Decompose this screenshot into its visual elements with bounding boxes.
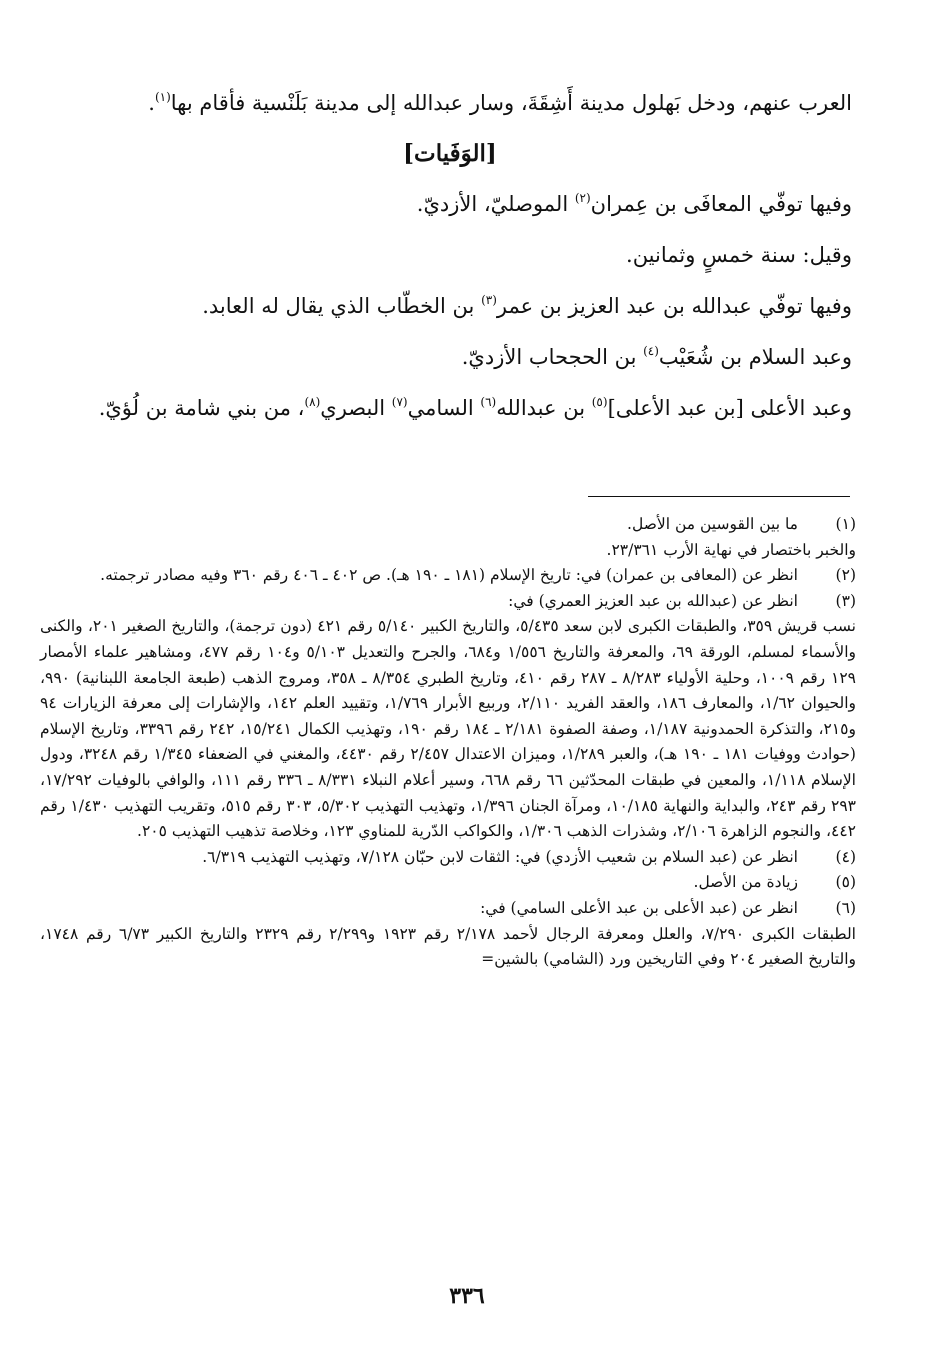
paragraph-2: وقيل: سنة خمسٍ وثمانين. [626,243,852,267]
footnote-body [40,870,798,896]
footnote-continuation: والخبر باختصار في نهاية الأرب ٢٣/٣٦١. [606,540,856,559]
footnote [40,563,856,589]
footnote-body [40,589,856,845]
footnote-body [40,512,856,563]
footnote-body [40,845,798,871]
footnotes [40,512,856,973]
text-span: بن عبدالله [496,396,592,420]
footnote-ref[interactable]: (١) [154,90,171,104]
paragraph-4 [48,332,852,383]
footnote-body [40,896,856,973]
paragraph-5 [48,383,852,434]
footnote-divider [588,496,850,497]
text-span: الموصليّ، الأزديّ. [416,192,575,216]
footnote-number: (٥) [835,873,856,892]
footnote-text: زيادة من الأصل. [693,873,798,892]
footnote-continuation: الطبقات الكبرى ٧/٢٩٠، والعلل ومعرفة الرجال لأحمد ٢/١٧٨ رقم ١٩٢٣ و٢/٢٩٩ رقم ٢٣٢٩ والتاريخ الكبير ٦/٧٣ رقم ١٧٤٨، والتاريخ الصغير ٢٠٤ وفي التاريخين ورد (الشامي) بالشين= [40,924,856,969]
footnote-number: (٣) [835,591,856,610]
paragraph-1 [48,179,852,230]
text-span: السامي [407,396,481,420]
main-line-1 [48,78,852,129]
text-span: . [148,91,155,115]
footnote-number: (٤) [835,847,856,866]
footnote-ref[interactable]: (٧) [391,395,408,409]
footnote-text: ما بين القوسين من الأصل. [627,515,798,533]
section-heading: [الوَفَيات] [403,140,497,167]
footnote [40,845,856,871]
footnote-number: (٦) [835,898,856,917]
footnote [40,589,856,845]
footnote-text: انظر عن (المعافى بن عمران) في: تاريخ الإسلام (١٨١ ـ ١٩٠ هـ). ص ٤٠٢ ـ ٤٠٦ رقم ٣٦٠ وفيه مصادر ترجمته. [100,566,798,585]
text-span: وفيها توفّي المعافَى بن عِمران [590,192,852,216]
footnote-ref[interactable]: (٣) [481,293,497,307]
footnote [40,512,856,563]
footnote-continuation: نسب قريش ٣٥٩، والطبقات الكبرى لابن سعد ٥/٤٣٥، والتاريخ الكبير ٥/١٤٠ رقم ٤٢١ (دون ترجمة)، والتاريخ الصغير ٢٠١، والكنى والأسماء لمسلم، الورقة ٦٩، والمعرفة والتاريخ ١/٥٥٦ و٦٨٤، والجرح والتعديل ٥/١٠٣ و١٠٤ رقم ٤٧٧، ومشاهير علماء الأمصار ١٢٩ رقم ١٠٠٩، وحلية الأولياء ٨/٢٨٣ ـ ٢٨٧ رقم ٤١٠، وتاريخ الطبري ٨/٣٥٤ ـ ٣٥٨، ومروج الذهب (طبعة الجامعة اللبنانية) ٩٩٠، والحيوان ١/٦٢، والمعارف ١٨٦، والعقد الفريد ٢/١١٠، وربيع الأبرار ١/٧٦٩، وتقييد العلم ١٤٢، والإشارات إلى معرفة الزيارات ٩٤ و٢١٥، والتذكرة الحمدونية ١/١٨٧، وصفة الصفوة ٢/١٨١ ـ ١٨٤ رقم ١٩٠، وتهذيب الكمال ١٥/٢٤١، ٢٤٢ رقم ٣٣٩٦، وتاريخ الإسلام (حوادث ووفيات ١٨١ ـ ١٩٠ هـ)، والعبر ١/٢٨٩، وميزان الاعتدال ٢/٤٥٧ رقم ٤٤٣٠، والمغني في الضعفاء ١/٣٤٥ رقم ٣٢٤٨، ودول الإسلام ١/١١٨، والمعين في طبقات المحدّثين ٦٦ رقم ٦٦٨، وسير أعلام النبلاء ٨/٣٣١ ـ ٣٣٦ رقم ١١١، والوافي بالوفيات ١٧/٢٩٢، ٢٩٣ رقم ٢٤٣، والبداية والنهاية ١٠/١٨٥، ومرآة الجنان ١/٣٩٦، وتهذيب التهذيب ٥/٣٠٢، ٣٠٣ رقم ٥١٥، وتقريب التهذيب ١/٤٣٠ رقم ٤٤٢، والنجوم الزاهرة ٢/١٠٦، وشذرات الذهب ١/٣٠٦، والكواكب الدّرية للمناوي ١٢٣، وخلاصة تذهيب التهذيب ٢٠٥. [40,617,856,841]
text-span: بن الحجحاب الأزديّ. [461,345,644,369]
footnote-text: انظر عن (عبد الأعلى بن عبد الأعلى السامي) في: [480,898,798,917]
footnote-ref[interactable]: (٢) [574,191,591,205]
page-number: ٣٣٦ [449,1283,485,1309]
footnote [40,870,856,896]
footnote-body [40,563,798,589]
text-span: وعبد الأعلى [بن عبد الأعلى] [607,396,852,420]
footnote-ref[interactable]: (٥) [591,395,608,409]
footnote-number: (١) [835,515,856,533]
text-span: البصري [320,396,392,420]
footnote-text: انظر عن (عبدالله بن عبد العزيز العمري) في: [508,591,798,610]
footnote-ref[interactable]: (٨) [304,395,321,409]
footnote-ref[interactable]: (٦) [480,395,497,409]
footnote [40,896,856,973]
text-span: وعبد السلام بن شُعَيْب [658,345,852,369]
text-span: وفيها توفّي عبدالله بن عبد العزيز بن عمر [496,294,852,318]
text-span: بن الخطّاب الذي يقال له العابد. [202,294,482,318]
footnote-text: انظر عن (عبد السلام بن شعيب الأزدي) في: الثقات لابن حبّان ٧/١٢٨، وتهذيب التهذيب ٦/٣١٩. [202,847,798,866]
main-text [48,78,852,434]
paragraph-3 [48,281,852,332]
text-span: ، من بني شامة بن لُؤيّ. [98,396,305,420]
footnote-ref[interactable]: (٤) [643,344,659,358]
text-span: العرب عنهم، ودخل بَهلول مدينة أَشِقَةَ، وسار عبدالله إلى مدينة بَلَنْسية فأقام بها [170,91,852,115]
footnote-number: (٢) [835,566,856,585]
